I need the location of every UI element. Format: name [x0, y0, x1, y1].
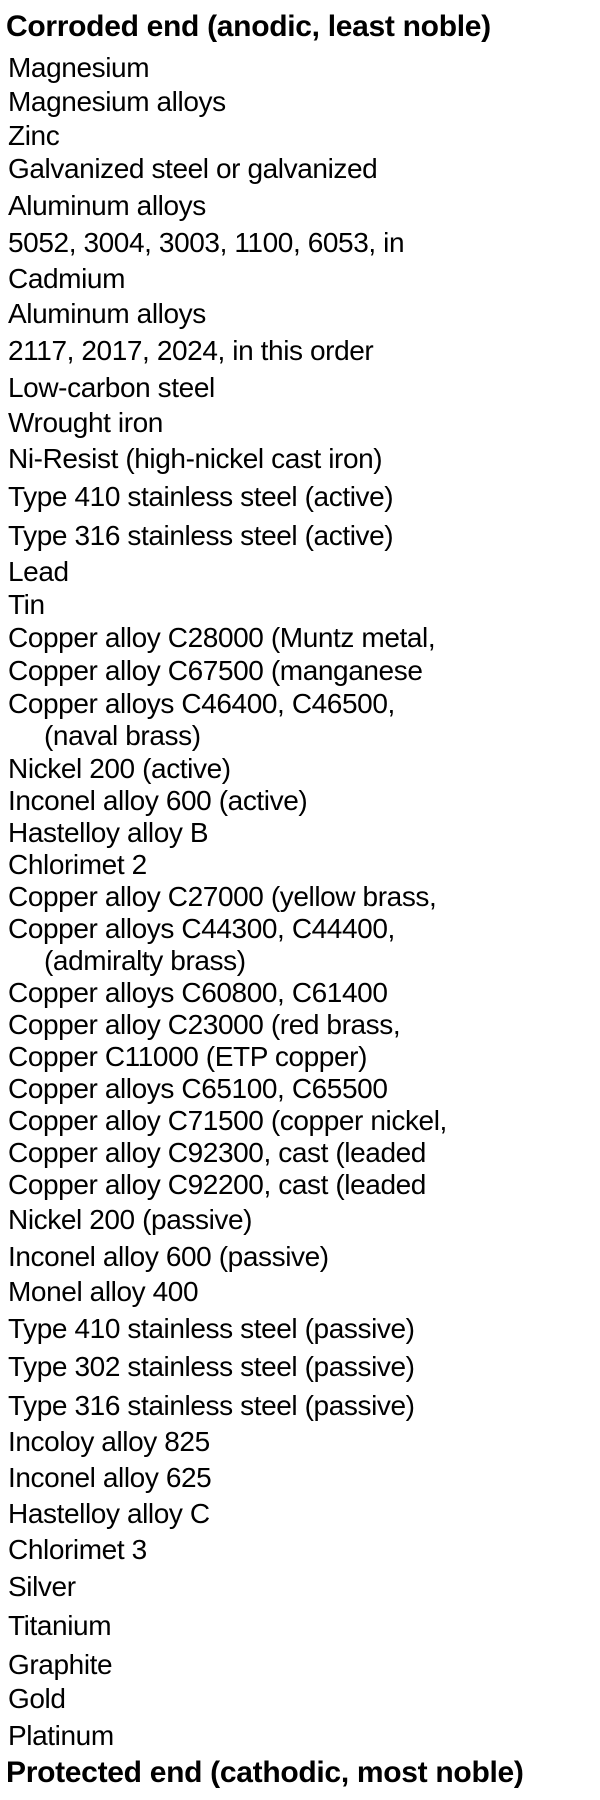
list-item: Nickel 200 (active) [8, 753, 231, 784]
list-item: Hastelloy alloy C [8, 1498, 210, 1529]
list-item: Type 316 stainless steel (passive) [8, 1390, 415, 1421]
list-item: Copper alloy C71500 (copper nickel, [8, 1105, 447, 1136]
list-item: Type 410 stainless steel (passive) [8, 1313, 415, 1344]
list-item: Galvanized steel or galvanized [8, 153, 378, 184]
list-item: Magnesium [8, 52, 150, 83]
list-item: Chlorimet 3 [8, 1534, 147, 1565]
protected-end-heading: Protected end (cathodic, most noble) [6, 1756, 524, 1789]
list-item: Cadmium [8, 263, 126, 294]
list-item: Inconel alloy 600 (active) [8, 785, 308, 816]
list-item: Type 316 stainless steel (active) [8, 520, 394, 551]
list-item: Gold [8, 1683, 66, 1714]
list-item: 5052, 3004, 3003, 1100, 6053, in [8, 227, 405, 258]
list-item: Nickel 200 (passive) [8, 1204, 253, 1235]
list-item: Aluminum alloys [8, 190, 206, 221]
list-item: Copper alloy C92300, cast (leaded [8, 1137, 426, 1168]
list-item: Wrought iron [8, 407, 163, 438]
list-item: Lead [8, 556, 69, 587]
list-item: Platinum [8, 1720, 114, 1751]
corroded-end-heading: Corroded end (anodic, least noble) [6, 10, 491, 43]
list-item: Graphite [8, 1649, 113, 1680]
list-item: (naval brass) [44, 720, 201, 751]
list-item: Copper alloys C60800, C61400 [8, 977, 388, 1008]
list-item: Aluminum alloys [8, 298, 206, 329]
list-item: Low-carbon steel [8, 372, 215, 403]
list-item: Type 302 stainless steel (passive) [8, 1351, 415, 1382]
list-item: Tin [8, 589, 45, 620]
list-item: Incoloy alloy 825 [8, 1426, 210, 1457]
list-item: Copper alloy C23000 (red brass, [8, 1009, 401, 1040]
list-item: (admiralty brass) [44, 945, 246, 976]
list-item: Copper alloys C46400, C46500, [8, 688, 395, 719]
list-item: Copper alloy C27000 (yellow brass, [8, 881, 437, 912]
list-item: 2117, 2017, 2024, in this order [8, 335, 374, 366]
list-item: Hastelloy alloy B [8, 817, 209, 848]
list-item: Zinc [8, 120, 60, 151]
list-item: Copper alloys C44300, C44400, [8, 913, 395, 944]
list-item: Copper alloy C92200, cast (leaded [8, 1169, 426, 1200]
list-item: Silver [8, 1571, 76, 1602]
list-item: Type 410 stainless steel (active) [8, 481, 394, 512]
list-item: Copper alloys C65100, C65500 [8, 1073, 388, 1104]
list-item: Ni-Resist (high-nickel cast iron) [8, 443, 383, 474]
list-item: Inconel alloy 600 (passive) [8, 1241, 329, 1272]
list-item: Copper alloy C67500 (manganese [8, 655, 423, 686]
list-item: Copper C11000 (ETP copper) [8, 1041, 367, 1072]
list-item: Monel alloy 400 [8, 1276, 199, 1307]
list-item: Magnesium alloys [8, 86, 226, 117]
list-item: Copper alloy C28000 (Muntz metal, [8, 622, 436, 653]
list-item: Titanium [8, 1610, 112, 1641]
list-item: Chlorimet 2 [8, 849, 147, 880]
list-item: Inconel alloy 625 [8, 1462, 212, 1493]
